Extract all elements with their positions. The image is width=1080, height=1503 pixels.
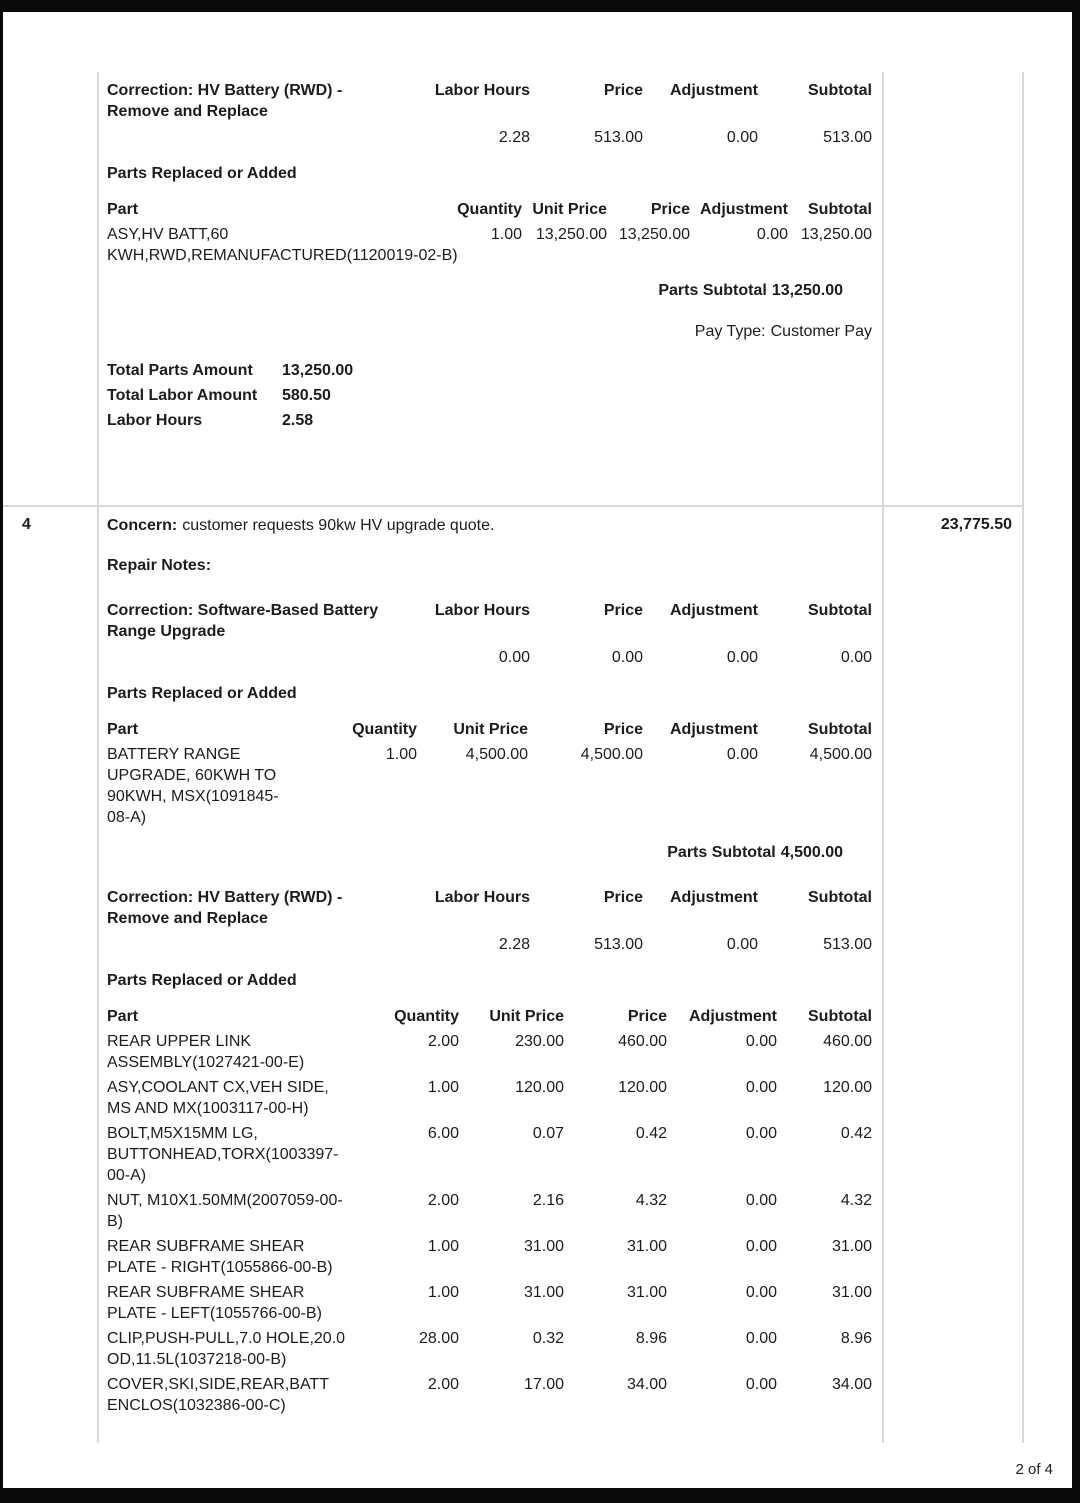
- correction-title: Correction: HV Battery (RWD) - Remove and Replace: [107, 889, 343, 927]
- labor-hours-value: 0.00: [498, 649, 530, 666]
- part-subtotal: 34.00: [831, 1376, 872, 1393]
- part-row: [107, 1031, 872, 1073]
- pay-type-line: [107, 321, 872, 342]
- subtotal-value: 513.00: [823, 936, 872, 953]
- row-3-continuation-content: [97, 73, 882, 505]
- part-subtotal: 31.00: [831, 1284, 872, 1301]
- part-unit-price: 120.00: [515, 1079, 564, 1096]
- part-unit-price: 230.00: [515, 1033, 564, 1050]
- part-name: REAR SUBFRAME SHEAR PLATE - RIGHT(1055866-00-B): [107, 1238, 333, 1276]
- part-adjustment: 0.00: [745, 1033, 777, 1050]
- price-header: Price: [603, 889, 643, 906]
- part-quantity: 1.00: [385, 746, 417, 763]
- part-price: 34.00: [626, 1376, 667, 1393]
- repair-notes-label: Repair Notes:: [107, 557, 212, 574]
- adjustment-header: Adjustment: [670, 602, 758, 619]
- part-unit-price: 31.00: [523, 1238, 564, 1255]
- part-adjustment: 0.00: [745, 1125, 777, 1142]
- adjustment-header: Adjustment: [700, 201, 788, 218]
- quantity-header: Quantity: [352, 721, 417, 738]
- total-label: Total Labor Amount: [107, 387, 258, 404]
- pay-type-label: Pay Type:: [694, 323, 766, 340]
- parts-table: [107, 719, 872, 828]
- subtotal-header: Subtotal: [808, 1008, 872, 1025]
- part-price: 4,500.00: [580, 746, 643, 763]
- part-row: [107, 1374, 872, 1416]
- labor-hours-header: Labor Hours: [434, 82, 530, 99]
- adjustment-header: Adjustment: [689, 1008, 777, 1025]
- subtotal-header: Subtotal: [808, 201, 872, 218]
- correction-block: [107, 887, 872, 955]
- price-header: Price: [650, 201, 690, 218]
- price-header: Price: [603, 721, 643, 738]
- part-unit-price: 13,250.00: [535, 226, 607, 243]
- parts-table-header: [107, 719, 872, 740]
- part-subtotal: 0.42: [840, 1125, 872, 1142]
- part-quantity: 6.00: [427, 1125, 459, 1142]
- parts-subtotal-label: Parts Subtotal: [667, 844, 776, 861]
- labor-hours-value: 2.28: [498, 129, 530, 146]
- part-row: [107, 1123, 872, 1186]
- unit-price-header: Unit Price: [489, 1008, 564, 1025]
- correction-title: Correction: HV Battery (RWD) - Remove and Replace: [107, 82, 343, 120]
- part-adjustment: 0.00: [756, 226, 788, 243]
- part-name: REAR SUBFRAME SHEAR PLATE - LEFT(1055766-00-B): [107, 1284, 322, 1322]
- part-unit-price: 0.07: [532, 1125, 564, 1142]
- parts-replaced-label: Parts Replaced or Added: [107, 972, 297, 989]
- part-adjustment: 0.00: [745, 1376, 777, 1393]
- parts-table: [107, 199, 872, 266]
- part-name: BOLT,M5X15MM LG, BUTTONHEAD,TORX(1003397-00-A): [107, 1125, 339, 1184]
- parts-table-header: [107, 1006, 872, 1027]
- price-value: 0.00: [611, 649, 643, 666]
- price-header: Price: [603, 82, 643, 99]
- price-value: 513.00: [594, 129, 643, 146]
- scan-frame-right: [1072, 0, 1080, 1503]
- part-quantity: 1.00: [427, 1079, 459, 1096]
- subtotal-header: Subtotal: [808, 889, 872, 906]
- part-quantity: 1.00: [427, 1284, 459, 1301]
- part-name: CLIP,PUSH-PULL,7.0 HOLE,20.0 OD,11.5L(1037218-00-B): [107, 1330, 346, 1368]
- part-quantity: 1.00: [427, 1238, 459, 1255]
- part-price: 13,250.00: [618, 226, 690, 243]
- adjustment-header: Adjustment: [670, 721, 758, 738]
- part-subtotal: 120.00: [823, 1079, 872, 1096]
- parts-replaced-label: Parts Replaced or Added: [107, 685, 297, 702]
- parts-subtotal: [107, 280, 872, 301]
- labor-hours-value: 2.28: [498, 936, 530, 953]
- part-adjustment: 0.00: [745, 1284, 777, 1301]
- parts-replaced-label: Parts Replaced or Added: [107, 165, 297, 182]
- totals-block: [107, 358, 872, 433]
- part-row: [107, 1077, 872, 1119]
- correction-title: Correction: Software-Based Battery Range Upgrade: [107, 602, 379, 640]
- part-adjustment: 0.00: [745, 1192, 777, 1209]
- part-quantity: 1.00: [490, 226, 522, 243]
- part-header: Part: [107, 1008, 139, 1025]
- correction-block: [107, 80, 872, 148]
- part-price: 120.00: [618, 1079, 667, 1096]
- part-subtotal: 4,500.00: [809, 746, 872, 763]
- part-price: 460.00: [618, 1033, 667, 1050]
- part-header: Part: [107, 721, 139, 738]
- part-subtotal: 4.32: [840, 1192, 872, 1209]
- concern-text: customer requests 90kw HV upgrade quote.: [182, 517, 495, 534]
- part-unit-price: 2.16: [532, 1192, 564, 1209]
- part-row: [107, 1190, 872, 1232]
- adjustment-header: Adjustment: [670, 889, 758, 906]
- parts-table: [107, 1006, 872, 1416]
- part-row: [107, 1282, 872, 1324]
- part-price: 0.42: [635, 1125, 667, 1142]
- table-border-amount-column: [882, 72, 884, 1443]
- part-subtotal: 460.00: [823, 1033, 872, 1050]
- adjustment-value: 0.00: [726, 649, 758, 666]
- parts-subtotal-label: Parts Subtotal: [658, 282, 767, 299]
- totals-row: [107, 383, 872, 408]
- concern-label: Concern:: [107, 517, 178, 534]
- part-row: [107, 1236, 872, 1278]
- unit-price-header: Unit Price: [453, 721, 528, 738]
- price-value: 513.00: [594, 936, 643, 953]
- totals-row: [107, 408, 872, 433]
- part-quantity: 28.00: [418, 1330, 459, 1347]
- part-subtotal: 13,250.00: [800, 226, 872, 243]
- subtotal-header: Subtotal: [808, 82, 872, 99]
- part-name: COVER,SKI,SIDE,REAR,BATT ENCLOS(1032386-00-C): [107, 1376, 329, 1414]
- part-unit-price: 31.00: [523, 1284, 564, 1301]
- total-label: Total Parts Amount: [107, 362, 253, 379]
- total-label: Labor Hours: [107, 412, 203, 429]
- adjustment-value: 0.00: [726, 936, 758, 953]
- part-subtotal: 31.00: [831, 1238, 872, 1255]
- total-value: 13,250.00: [282, 362, 354, 379]
- adjustment-header: Adjustment: [670, 82, 758, 99]
- pay-type-value: Customer Pay: [770, 323, 872, 340]
- page-footer: [1015, 1461, 1053, 1479]
- part-unit-price: 0.32: [532, 1330, 564, 1347]
- part-unit-price: 17.00: [523, 1376, 564, 1393]
- part-name: NUT, M10X1.50MM(2007059-00-B): [107, 1192, 343, 1230]
- unit-price-header: Unit Price: [532, 201, 607, 218]
- part-header: Part: [107, 201, 139, 218]
- total-value: 2.58: [282, 412, 314, 429]
- price-header: Price: [627, 1008, 667, 1025]
- scan-frame-bottom: [0, 1488, 1080, 1503]
- subtotal-value: 513.00: [823, 129, 872, 146]
- part-row: [107, 1328, 872, 1370]
- part-price: 4.32: [635, 1192, 667, 1209]
- part-adjustment: 0.00: [726, 746, 758, 763]
- part-quantity: 2.00: [427, 1376, 459, 1393]
- part-adjustment: 0.00: [745, 1079, 777, 1096]
- part-unit-price: 4,500.00: [465, 746, 528, 763]
- price-header: Price: [603, 602, 643, 619]
- row-amount: 23,775.50: [940, 516, 1012, 533]
- row-4-content: [97, 505, 882, 1443]
- subtotal-header: Subtotal: [808, 602, 872, 619]
- subtotal-value: 0.00: [840, 649, 872, 666]
- part-name: ASY,COOLANT CX,VEH SIDE, MS AND MX(1003117-00-H): [107, 1079, 329, 1117]
- total-value: 580.50: [282, 387, 331, 404]
- table-border-right: [1022, 72, 1024, 1443]
- quantity-header: Quantity: [457, 201, 522, 218]
- part-name: REAR UPPER LINK ASSEMBLY(1027421-00-E): [107, 1033, 305, 1071]
- part-adjustment: 0.00: [745, 1330, 777, 1347]
- part-row: [107, 224, 872, 266]
- part-quantity: 2.00: [427, 1033, 459, 1050]
- concern-line: [107, 515, 872, 536]
- correction-block: [107, 600, 872, 668]
- row-number: 4: [22, 516, 31, 533]
- part-subtotal: 8.96: [840, 1330, 872, 1347]
- part-quantity: 2.00: [427, 1192, 459, 1209]
- parts-subtotal-value: 13,250.00: [771, 282, 843, 299]
- labor-hours-header: Labor Hours: [434, 602, 530, 619]
- part-name: BATTERY RANGE UPGRADE, 60KWH TO 90KWH, MSX(1091845-08-A): [107, 746, 279, 826]
- quantity-header: Quantity: [394, 1008, 459, 1025]
- page-number: 2 of 4: [1015, 1461, 1053, 1478]
- part-price: 8.96: [635, 1330, 667, 1347]
- parts-subtotal: [107, 842, 872, 863]
- part-price: 31.00: [626, 1238, 667, 1255]
- subtotal-header: Subtotal: [808, 721, 872, 738]
- part-row: [107, 744, 872, 828]
- totals-row: [107, 358, 872, 383]
- adjustment-value: 0.00: [726, 129, 758, 146]
- parts-table-header: [107, 199, 872, 220]
- labor-hours-header: Labor Hours: [434, 889, 530, 906]
- scan-frame-top: [0, 0, 1080, 12]
- part-price: 31.00: [626, 1284, 667, 1301]
- parts-subtotal-value: 4,500.00: [780, 844, 843, 861]
- part-name: ASY,HV BATT,60 KWH,RWD,REMANUFACTURED(1120019-02-B): [107, 226, 458, 264]
- part-adjustment: 0.00: [745, 1238, 777, 1255]
- scan-frame-left: [0, 0, 3, 1503]
